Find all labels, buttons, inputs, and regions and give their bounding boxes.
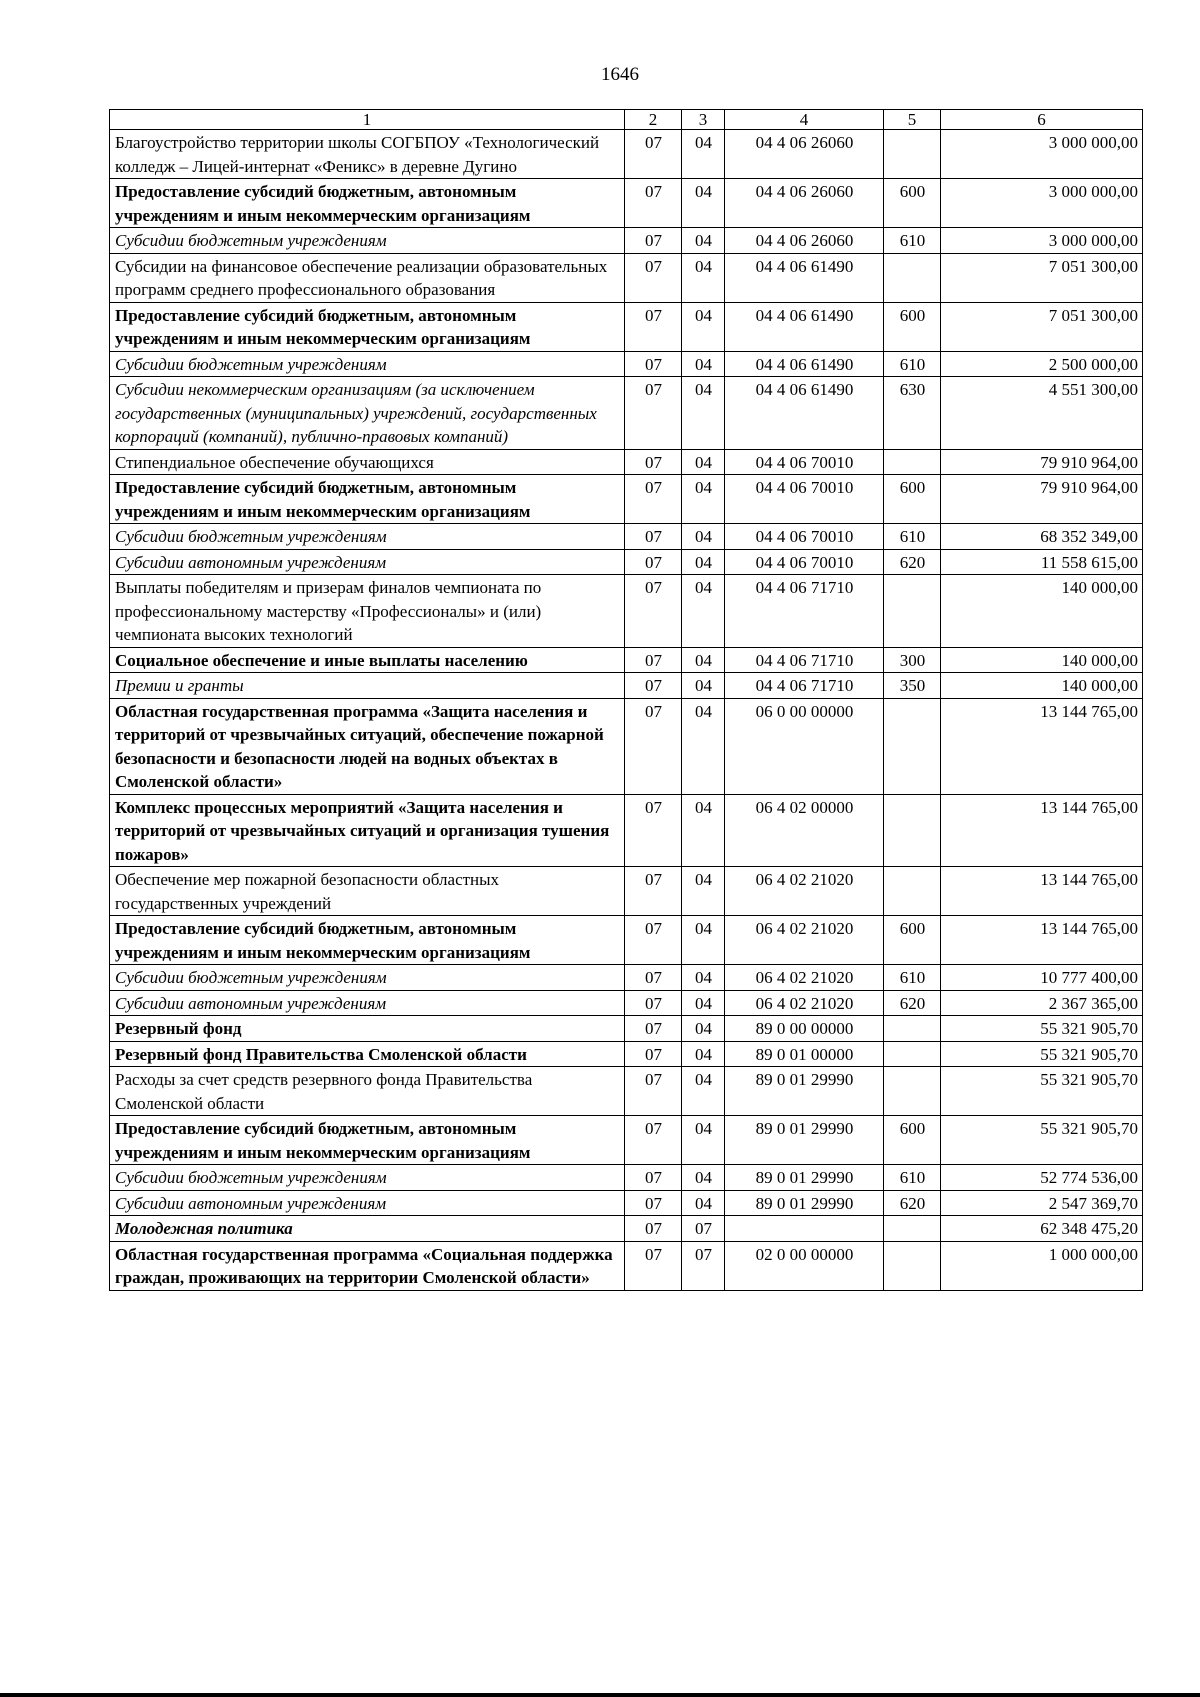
expense-name-cell: Предоставление субсидий бюджетным, автономным учреждениям и иным некоммерческим организациям <box>110 179 625 228</box>
subsection-code-cell: 04 <box>682 965 725 991</box>
subsection-code-cell: 04 <box>682 475 725 524</box>
expense-name-cell: Субсидии на финансовое обеспечение реализации образовательных программ среднего профессионального образования <box>110 253 625 302</box>
target-article-code-cell: 02 0 00 00000 <box>725 1241 884 1290</box>
table-row <box>110 965 1143 991</box>
section-code-cell: 07 <box>625 990 682 1016</box>
expense-kind-code-cell: 600 <box>884 302 941 351</box>
target-article-code-cell: 04 4 06 71710 <box>725 647 884 673</box>
subsection-code-cell: 04 <box>682 673 725 699</box>
target-article-code-cell: 04 4 06 61490 <box>725 351 884 377</box>
subsection-code-cell: 04 <box>682 1116 725 1165</box>
subsection-code-cell: 04 <box>682 524 725 550</box>
amount-cell: 52 774 536,00 <box>941 1165 1143 1191</box>
section-code-cell: 07 <box>625 647 682 673</box>
expense-name-cell: Комплекс процессных мероприятий «Защита населения и территорий от чрезвычайных ситуаций и организация тушения пожаров» <box>110 794 625 867</box>
expense-kind-code-cell <box>884 1216 941 1242</box>
amount-cell: 13 144 765,00 <box>941 794 1143 867</box>
expense-name-cell: Расходы за счет средств резервного фонда Правительства Смоленской области <box>110 1067 625 1116</box>
amount-cell: 55 321 905,70 <box>941 1016 1143 1042</box>
expense-name-cell: Молодежная политика <box>110 1216 625 1242</box>
subsection-code-cell: 04 <box>682 1190 725 1216</box>
header-col-3: 3 <box>682 110 725 130</box>
amount-cell: 13 144 765,00 <box>941 916 1143 965</box>
expense-kind-code-cell <box>884 867 941 916</box>
amount-cell: 55 321 905,70 <box>941 1116 1143 1165</box>
expense-kind-code-cell <box>884 449 941 475</box>
expense-name-cell: Субсидии бюджетным учреждениям <box>110 1165 625 1191</box>
expense-kind-code-cell: 300 <box>884 647 941 673</box>
target-article-code-cell: 89 0 01 00000 <box>725 1041 884 1067</box>
table-row <box>110 1016 1143 1042</box>
amount-cell: 4 551 300,00 <box>941 377 1143 450</box>
subsection-code-cell: 04 <box>682 179 725 228</box>
target-article-code-cell: 04 4 06 71710 <box>725 673 884 699</box>
table-row <box>110 253 1143 302</box>
section-code-cell: 07 <box>625 794 682 867</box>
scan-border <box>0 1693 1200 1697</box>
table-row <box>110 475 1143 524</box>
table-row <box>110 916 1143 965</box>
table-row <box>110 1116 1143 1165</box>
expense-kind-code-cell <box>884 1041 941 1067</box>
subsection-code-cell: 04 <box>682 990 725 1016</box>
table-row <box>110 990 1143 1016</box>
target-article-code-cell: 89 0 01 29990 <box>725 1116 884 1165</box>
subsection-code-cell: 04 <box>682 549 725 575</box>
expense-name-cell: Стипендиальное обеспечение обучающихся <box>110 449 625 475</box>
expense-name-cell: Предоставление субсидий бюджетным, автономным учреждениям и иным некоммерческим организациям <box>110 1116 625 1165</box>
table-row <box>110 377 1143 450</box>
expense-name-cell: Резервный фонд <box>110 1016 625 1042</box>
subsection-code-cell: 07 <box>682 1216 725 1242</box>
subsection-code-cell: 04 <box>682 228 725 254</box>
subsection-code-cell: 04 <box>682 867 725 916</box>
expense-name-cell: Субсидии автономным учреждениям <box>110 990 625 1016</box>
table-row <box>110 698 1143 794</box>
target-article-code-cell: 06 4 02 00000 <box>725 794 884 867</box>
amount-cell: 10 777 400,00 <box>941 965 1143 991</box>
expense-name-cell: Субсидии бюджетным учреждениям <box>110 228 625 254</box>
table-row <box>110 1216 1143 1242</box>
expense-kind-code-cell: 620 <box>884 1190 941 1216</box>
expense-name-cell: Социальное обеспечение и иные выплаты населению <box>110 647 625 673</box>
section-code-cell: 07 <box>625 673 682 699</box>
subsection-code-cell: 04 <box>682 130 725 179</box>
amount-cell: 11 558 615,00 <box>941 549 1143 575</box>
expense-name-cell: Областная государственная программа «Социальная поддержка граждан, проживающих на территории Смоленской области» <box>110 1241 625 1290</box>
target-article-code-cell: 04 4 06 71710 <box>725 575 884 648</box>
subsection-code-cell: 04 <box>682 698 725 794</box>
amount-cell: 79 910 964,00 <box>941 449 1143 475</box>
target-article-code-cell: 04 4 06 70010 <box>725 524 884 550</box>
table-body <box>110 130 1143 1291</box>
amount-cell: 3 000 000,00 <box>941 130 1143 179</box>
table-row <box>110 673 1143 699</box>
expense-name-cell: Предоставление субсидий бюджетным, автономным учреждениям и иным некоммерческим организациям <box>110 475 625 524</box>
target-article-code-cell: 06 4 02 21020 <box>725 916 884 965</box>
table-row <box>110 228 1143 254</box>
section-code-cell: 07 <box>625 965 682 991</box>
subsection-code-cell: 04 <box>682 351 725 377</box>
expense-kind-code-cell <box>884 130 941 179</box>
section-code-cell: 07 <box>625 1067 682 1116</box>
section-code-cell: 07 <box>625 916 682 965</box>
amount-cell: 140 000,00 <box>941 647 1143 673</box>
expense-name-cell: Областная государственная программа «Защита населения и территорий от чрезвычайных ситуаций, обеспечение пожарной безопасности и безопасности людей на водных объектах в Смоленской области» <box>110 698 625 794</box>
expense-kind-code-cell: 630 <box>884 377 941 450</box>
target-article-code-cell: 04 4 06 26060 <box>725 228 884 254</box>
expense-name-cell: Субсидии бюджетным учреждениям <box>110 524 625 550</box>
expense-kind-code-cell <box>884 253 941 302</box>
subsection-code-cell: 04 <box>682 1165 725 1191</box>
expense-name-cell: Субсидии бюджетным учреждениям <box>110 351 625 377</box>
expense-kind-code-cell: 610 <box>884 351 941 377</box>
section-code-cell: 07 <box>625 1241 682 1290</box>
expense-kind-code-cell <box>884 794 941 867</box>
target-article-code-cell <box>725 1216 884 1242</box>
section-code-cell: 07 <box>625 377 682 450</box>
target-article-code-cell: 04 4 06 61490 <box>725 377 884 450</box>
table-row <box>110 1190 1143 1216</box>
section-code-cell: 07 <box>625 475 682 524</box>
section-code-cell: 07 <box>625 698 682 794</box>
expense-kind-code-cell: 600 <box>884 916 941 965</box>
amount-cell: 62 348 475,20 <box>941 1216 1143 1242</box>
amount-cell: 2 367 365,00 <box>941 990 1143 1016</box>
section-code-cell: 07 <box>625 302 682 351</box>
expense-kind-code-cell: 600 <box>884 1116 941 1165</box>
subsection-code-cell: 04 <box>682 253 725 302</box>
amount-cell: 2 547 369,70 <box>941 1190 1143 1216</box>
section-code-cell: 07 <box>625 575 682 648</box>
expense-name-cell: Благоустройство территории школы СОГБПОУ «Технологический колледж – Лицей-интернат «Феникс» в деревне Дугино <box>110 130 625 179</box>
section-code-cell: 07 <box>625 449 682 475</box>
amount-cell: 55 321 905,70 <box>941 1041 1143 1067</box>
target-article-code-cell: 89 0 00 00000 <box>725 1016 884 1042</box>
page-number: 1646 <box>601 64 639 85</box>
section-code-cell: 07 <box>625 524 682 550</box>
target-article-code-cell: 89 0 01 29990 <box>725 1067 884 1116</box>
expense-name-cell: Субсидии некоммерческим организациям (за исключением государственных (муниципальных) учреждений, государственных корпораций (компаний), публично-правовых компаний) <box>110 377 625 450</box>
target-article-code-cell: 04 4 06 26060 <box>725 179 884 228</box>
table-row <box>110 647 1143 673</box>
expense-name-cell: Обеспечение мер пожарной безопасности областных государственных учреждений <box>110 867 625 916</box>
header-col-6: 6 <box>941 110 1143 130</box>
table-row <box>110 302 1143 351</box>
table-row <box>110 1241 1143 1290</box>
section-code-cell: 07 <box>625 1116 682 1165</box>
table-row <box>110 351 1143 377</box>
section-code-cell: 07 <box>625 351 682 377</box>
table-row <box>110 130 1143 179</box>
target-article-code-cell: 04 4 06 70010 <box>725 449 884 475</box>
section-code-cell: 07 <box>625 1041 682 1067</box>
amount-cell: 7 051 300,00 <box>941 302 1143 351</box>
expense-kind-code-cell: 600 <box>884 475 941 524</box>
target-article-code-cell: 04 4 06 61490 <box>725 253 884 302</box>
table-row <box>110 1165 1143 1191</box>
target-article-code-cell: 04 4 06 61490 <box>725 302 884 351</box>
target-article-code-cell: 04 4 06 70010 <box>725 549 884 575</box>
table-row <box>110 549 1143 575</box>
expense-kind-code-cell: 600 <box>884 179 941 228</box>
amount-cell: 13 144 765,00 <box>941 867 1143 916</box>
amount-cell: 13 144 765,00 <box>941 698 1143 794</box>
header-col-5: 5 <box>884 110 941 130</box>
subsection-code-cell: 04 <box>682 647 725 673</box>
header-col-1: 1 <box>110 110 625 130</box>
subsection-code-cell: 04 <box>682 449 725 475</box>
target-article-code-cell: 89 0 01 29990 <box>725 1190 884 1216</box>
amount-cell: 1 000 000,00 <box>941 1241 1143 1290</box>
expense-kind-code-cell <box>884 698 941 794</box>
amount-cell: 55 321 905,70 <box>941 1067 1143 1116</box>
expense-kind-code-cell: 620 <box>884 549 941 575</box>
table-row <box>110 179 1143 228</box>
section-code-cell: 07 <box>625 1016 682 1042</box>
subsection-code-cell: 07 <box>682 1241 725 1290</box>
table-row <box>110 575 1143 648</box>
section-code-cell: 07 <box>625 1165 682 1191</box>
section-code-cell: 07 <box>625 130 682 179</box>
target-article-code-cell: 06 0 00 00000 <box>725 698 884 794</box>
subsection-code-cell: 04 <box>682 1067 725 1116</box>
section-code-cell: 07 <box>625 228 682 254</box>
amount-cell: 79 910 964,00 <box>941 475 1143 524</box>
table-header-row <box>110 110 1143 130</box>
expense-name-cell: Субсидии автономным учреждениям <box>110 549 625 575</box>
expense-name-cell: Выплаты победителям и призерам финалов чемпионата по профессиональному мастерству «Профессионалы» и (или) чемпионата высоких технологий <box>110 575 625 648</box>
table-row <box>110 867 1143 916</box>
amount-cell: 3 000 000,00 <box>941 228 1143 254</box>
expense-kind-code-cell: 610 <box>884 524 941 550</box>
expense-kind-code-cell: 610 <box>884 228 941 254</box>
table-row <box>110 449 1143 475</box>
subsection-code-cell: 04 <box>682 1016 725 1042</box>
budget-table <box>109 109 1143 1291</box>
expense-kind-code-cell: 620 <box>884 990 941 1016</box>
expense-name-cell: Субсидии автономным учреждениям <box>110 1190 625 1216</box>
section-code-cell: 07 <box>625 253 682 302</box>
subsection-code-cell: 04 <box>682 377 725 450</box>
table-row <box>110 1041 1143 1067</box>
expense-kind-code-cell: 610 <box>884 965 941 991</box>
target-article-code-cell: 04 4 06 70010 <box>725 475 884 524</box>
header-col-2: 2 <box>625 110 682 130</box>
expense-kind-code-cell <box>884 1067 941 1116</box>
expense-kind-code-cell <box>884 575 941 648</box>
header-col-4: 4 <box>725 110 884 130</box>
expense-kind-code-cell <box>884 1016 941 1042</box>
target-article-code-cell: 06 4 02 21020 <box>725 965 884 991</box>
target-article-code-cell: 06 4 02 21020 <box>725 990 884 1016</box>
amount-cell: 140 000,00 <box>941 575 1143 648</box>
section-code-cell: 07 <box>625 549 682 575</box>
section-code-cell: 07 <box>625 867 682 916</box>
subsection-code-cell: 04 <box>682 916 725 965</box>
section-code-cell: 07 <box>625 179 682 228</box>
amount-cell: 2 500 000,00 <box>941 351 1143 377</box>
amount-cell: 68 352 349,00 <box>941 524 1143 550</box>
amount-cell: 3 000 000,00 <box>941 179 1143 228</box>
target-article-code-cell: 04 4 06 26060 <box>725 130 884 179</box>
amount-cell: 7 051 300,00 <box>941 253 1143 302</box>
subsection-code-cell: 04 <box>682 575 725 648</box>
target-article-code-cell: 06 4 02 21020 <box>725 867 884 916</box>
section-code-cell: 07 <box>625 1216 682 1242</box>
expense-name-cell: Предоставление субсидий бюджетным, автономным учреждениям и иным некоммерческим организациям <box>110 916 625 965</box>
subsection-code-cell: 04 <box>682 794 725 867</box>
table-row <box>110 794 1143 867</box>
expense-name-cell: Резервный фонд Правительства Смоленской области <box>110 1041 625 1067</box>
expense-name-cell: Предоставление субсидий бюджетным, автономным учреждениям и иным некоммерческим организациям <box>110 302 625 351</box>
expense-name-cell: Субсидии бюджетным учреждениям <box>110 965 625 991</box>
subsection-code-cell: 04 <box>682 1041 725 1067</box>
expense-name-cell: Премии и гранты <box>110 673 625 699</box>
table-row <box>110 1067 1143 1116</box>
amount-cell: 140 000,00 <box>941 673 1143 699</box>
target-article-code-cell: 89 0 01 29990 <box>725 1165 884 1191</box>
expense-kind-code-cell: 610 <box>884 1165 941 1191</box>
table-row <box>110 524 1143 550</box>
section-code-cell: 07 <box>625 1190 682 1216</box>
expense-kind-code-cell <box>884 1241 941 1290</box>
subsection-code-cell: 04 <box>682 302 725 351</box>
expense-kind-code-cell: 350 <box>884 673 941 699</box>
